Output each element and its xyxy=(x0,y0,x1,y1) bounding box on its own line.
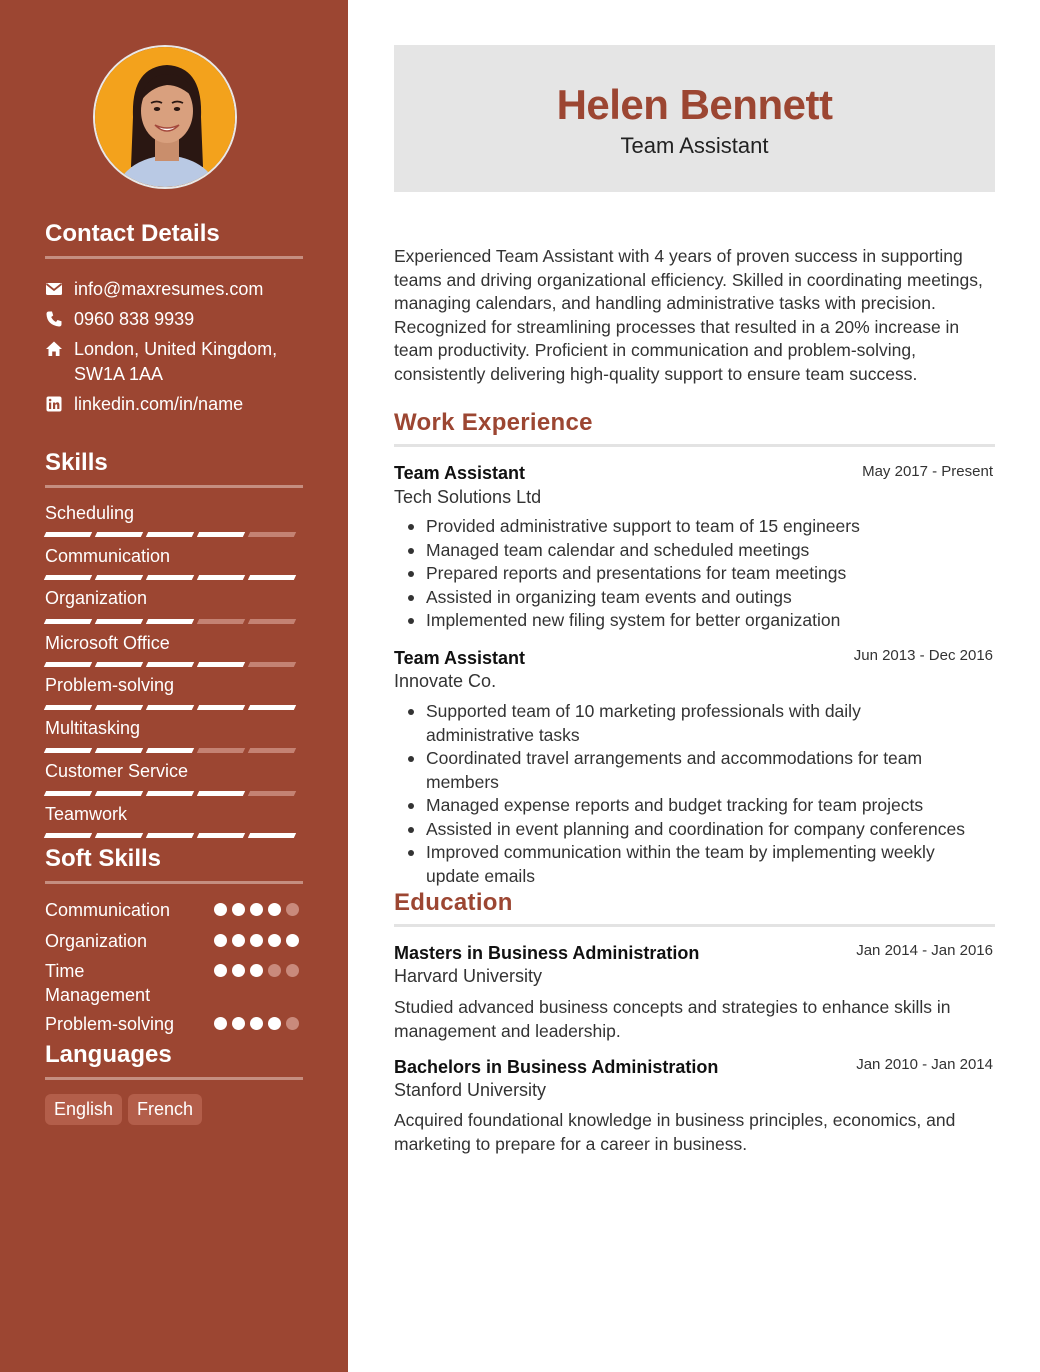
profile-photo xyxy=(93,45,237,189)
rating-dot xyxy=(214,934,227,947)
school-name: Harvard University xyxy=(394,966,543,986)
soft-skill-rating xyxy=(214,934,304,947)
skill-level-segment xyxy=(44,532,92,537)
job-title: Team Assistant xyxy=(394,648,526,668)
skill-name: Microsoft Office xyxy=(45,633,170,653)
candidate-name: Helen Bennett xyxy=(556,81,833,128)
education-section-title: Education xyxy=(394,889,513,916)
skill-level-segment xyxy=(197,662,245,667)
skill-name: Scheduling xyxy=(45,503,135,523)
skill-level-segment xyxy=(44,575,92,580)
job-bullet: Prepared reports and presentations for team meetings xyxy=(426,562,998,586)
skill-level-segment xyxy=(95,791,143,796)
contact-address xyxy=(45,337,305,387)
skills-section-title: Skills xyxy=(45,449,108,476)
skill-level-segment xyxy=(197,619,245,624)
rating-dot xyxy=(250,964,263,977)
skill-level-segment xyxy=(197,532,245,537)
rating-dot xyxy=(232,1017,245,1030)
languages-section-title: Languages xyxy=(45,1041,172,1068)
soft-skills-divider xyxy=(45,881,303,884)
skill-level-segment xyxy=(146,575,194,580)
contact-phone-text: 0960 838 9939 xyxy=(74,309,195,329)
contact-email-text: info@maxresumes.com xyxy=(74,279,264,299)
rating-dot xyxy=(232,903,245,916)
skill-level-segment xyxy=(197,575,245,580)
skill-level-segment xyxy=(248,791,296,796)
rating-dot xyxy=(232,964,245,977)
resume-header xyxy=(394,45,995,192)
skill-level-segment xyxy=(44,619,92,624)
contact-section-title: Contact Details xyxy=(45,220,220,247)
contact-linkedin[interactable] xyxy=(45,392,305,417)
work-section-title: Work Experience xyxy=(394,409,593,436)
skill-level-segment xyxy=(44,705,92,710)
skill-name: Organization xyxy=(45,588,148,608)
soft-skill-rating xyxy=(214,964,304,977)
home-icon xyxy=(45,340,63,358)
skill-level-segment xyxy=(197,748,245,753)
skill-level-segment xyxy=(248,532,296,537)
school-name: Stanford University xyxy=(394,1080,547,1100)
skill-level-segment xyxy=(44,791,92,796)
soft-skill-name: Problem-solving xyxy=(45,1014,175,1034)
skill-level-segment xyxy=(146,705,194,710)
job-bullet: Assisted in event planning and coordination for company conferences xyxy=(426,818,991,842)
job-bullets xyxy=(426,700,991,888)
skill-level-bar xyxy=(45,575,303,581)
contact-divider xyxy=(45,256,303,259)
rating-dot xyxy=(268,964,281,977)
degree-date: Jan 2010 - Jan 2014 xyxy=(856,1056,993,1073)
contact-address-text: London, United Kingdom, SW1A 1AA xyxy=(74,339,278,384)
skill-level-bar xyxy=(45,662,303,668)
skill-level-segment xyxy=(197,833,245,838)
skill-level-segment xyxy=(95,662,143,667)
degree-description: Acquired foundational knowledge in business principles, economics, and marketing to prepare for a career in business. xyxy=(394,1110,956,1154)
soft-skill-name: Organization xyxy=(45,931,148,951)
rating-dot xyxy=(250,934,263,947)
soft-skill-name: Time Management xyxy=(45,961,151,1005)
soft-skill-rating xyxy=(214,1017,304,1030)
rating-dot xyxy=(214,964,227,977)
linkedin-icon xyxy=(45,395,63,413)
skill-level-segment xyxy=(248,833,296,838)
skill-level-segment xyxy=(146,833,194,838)
skill-level-bar xyxy=(45,532,303,538)
contact-linkedin-text: linkedin.com/in/name xyxy=(74,394,244,414)
job-bullets xyxy=(426,515,998,633)
phone-icon xyxy=(45,310,63,328)
job-date: Jun 2013 - Dec 2016 xyxy=(853,647,993,664)
language-chip: French xyxy=(128,1094,202,1125)
profile-summary: Experienced Team Assistant with 4 years of proven success in supporting teams and driving organizational efficiency. Skilled in coordinating meetings, managing calendars, and handling administrative tasks with precision. Recognized for streamlining processes that resulted in a 20% increase in team productivity. Proficient in communication and problem-solving, consistently delivering high-quality support to ensure team success. xyxy=(394,246,983,384)
rating-dot xyxy=(214,903,227,916)
skill-level-segment xyxy=(95,705,143,710)
skill-level-segment xyxy=(95,833,143,838)
job-company: Tech Solutions Ltd xyxy=(394,487,542,507)
job-date: May 2017 - Present xyxy=(862,463,993,480)
soft-skills-section-title: Soft Skills xyxy=(45,845,162,872)
skill-level-segment xyxy=(197,791,245,796)
education-divider xyxy=(394,924,995,927)
skill-level-segment xyxy=(44,748,92,753)
skill-level-bar xyxy=(45,619,303,625)
rating-dot xyxy=(286,964,299,977)
job-bullet: Managed team calendar and scheduled meetings xyxy=(426,539,998,563)
skills-divider xyxy=(45,485,303,488)
envelope-icon xyxy=(45,280,63,298)
rating-dot xyxy=(268,1017,281,1030)
language-list xyxy=(45,1094,208,1125)
job-bullet: Improved communication within the team by implementing weekly update emails xyxy=(426,841,966,888)
rating-dot xyxy=(214,1017,227,1030)
soft-skill-name: Communication xyxy=(45,900,171,920)
rating-dot xyxy=(250,1017,263,1030)
skill-level-segment xyxy=(197,705,245,710)
soft-skill-rating xyxy=(214,903,304,916)
skill-level-segment xyxy=(248,748,296,753)
skill-level-segment xyxy=(146,748,194,753)
skill-level-segment xyxy=(44,662,92,667)
sidebar xyxy=(0,0,348,1372)
rating-dot xyxy=(250,903,263,916)
skill-name: Communication xyxy=(45,546,171,566)
skill-level-segment xyxy=(248,705,296,710)
job-bullet: Implemented new filing system for better organization xyxy=(426,609,998,633)
skill-level-segment xyxy=(146,619,194,624)
skill-name: Teamwork xyxy=(45,804,128,824)
skill-level-bar xyxy=(45,791,303,797)
job-bullet: Coordinated travel arrangements and accommodations for team members xyxy=(426,747,956,794)
skill-level-segment xyxy=(248,662,296,667)
language-chip: English xyxy=(45,1094,122,1125)
rating-dot xyxy=(286,903,299,916)
skill-level-segment xyxy=(95,619,143,624)
job-bullet: Managed expense reports and budget tracking for team projects xyxy=(426,794,991,818)
rating-dot xyxy=(232,934,245,947)
skill-level-segment xyxy=(44,833,92,838)
skill-name: Multitasking xyxy=(45,718,141,738)
job-bullet: Provided administrative support to team of 15 engineers xyxy=(426,515,998,539)
rating-dot xyxy=(268,903,281,916)
skill-level-bar xyxy=(45,833,303,839)
work-divider xyxy=(394,444,995,447)
degree-description: Studied advanced business concepts and strategies to enhance skills in management and leadership. xyxy=(394,997,951,1041)
job-bullet: Assisted in organizing team events and outings xyxy=(426,586,998,610)
skill-level-segment xyxy=(146,532,194,537)
degree-title: Masters in Business Administration xyxy=(394,943,700,963)
languages-divider xyxy=(45,1077,303,1080)
degree-date: Jan 2014 - Jan 2016 xyxy=(856,942,993,959)
rating-dot xyxy=(286,1017,299,1030)
job-company: Innovate Co. xyxy=(394,671,497,691)
contact-email[interactable] xyxy=(45,277,305,302)
skill-level-segment xyxy=(248,619,296,624)
skill-level-bar xyxy=(45,705,303,711)
skill-name: Customer Service xyxy=(45,761,189,781)
skill-level-segment xyxy=(146,662,194,667)
candidate-role: Team Assistant xyxy=(620,133,769,158)
skill-name: Problem-solving xyxy=(45,675,175,695)
skill-level-segment xyxy=(248,575,296,580)
rating-dot xyxy=(286,934,299,947)
degree-title: Bachelors in Business Administration xyxy=(394,1057,719,1077)
skill-level-bar xyxy=(45,748,303,754)
skill-level-segment xyxy=(95,748,143,753)
skill-level-segment xyxy=(95,575,143,580)
skill-level-segment xyxy=(146,791,194,796)
job-bullet: Supported team of 10 marketing professionals with daily administrative tasks xyxy=(426,700,906,747)
skill-level-segment xyxy=(95,532,143,537)
contact-phone[interactable] xyxy=(45,307,305,332)
rating-dot xyxy=(268,934,281,947)
job-title: Team Assistant xyxy=(394,463,526,483)
